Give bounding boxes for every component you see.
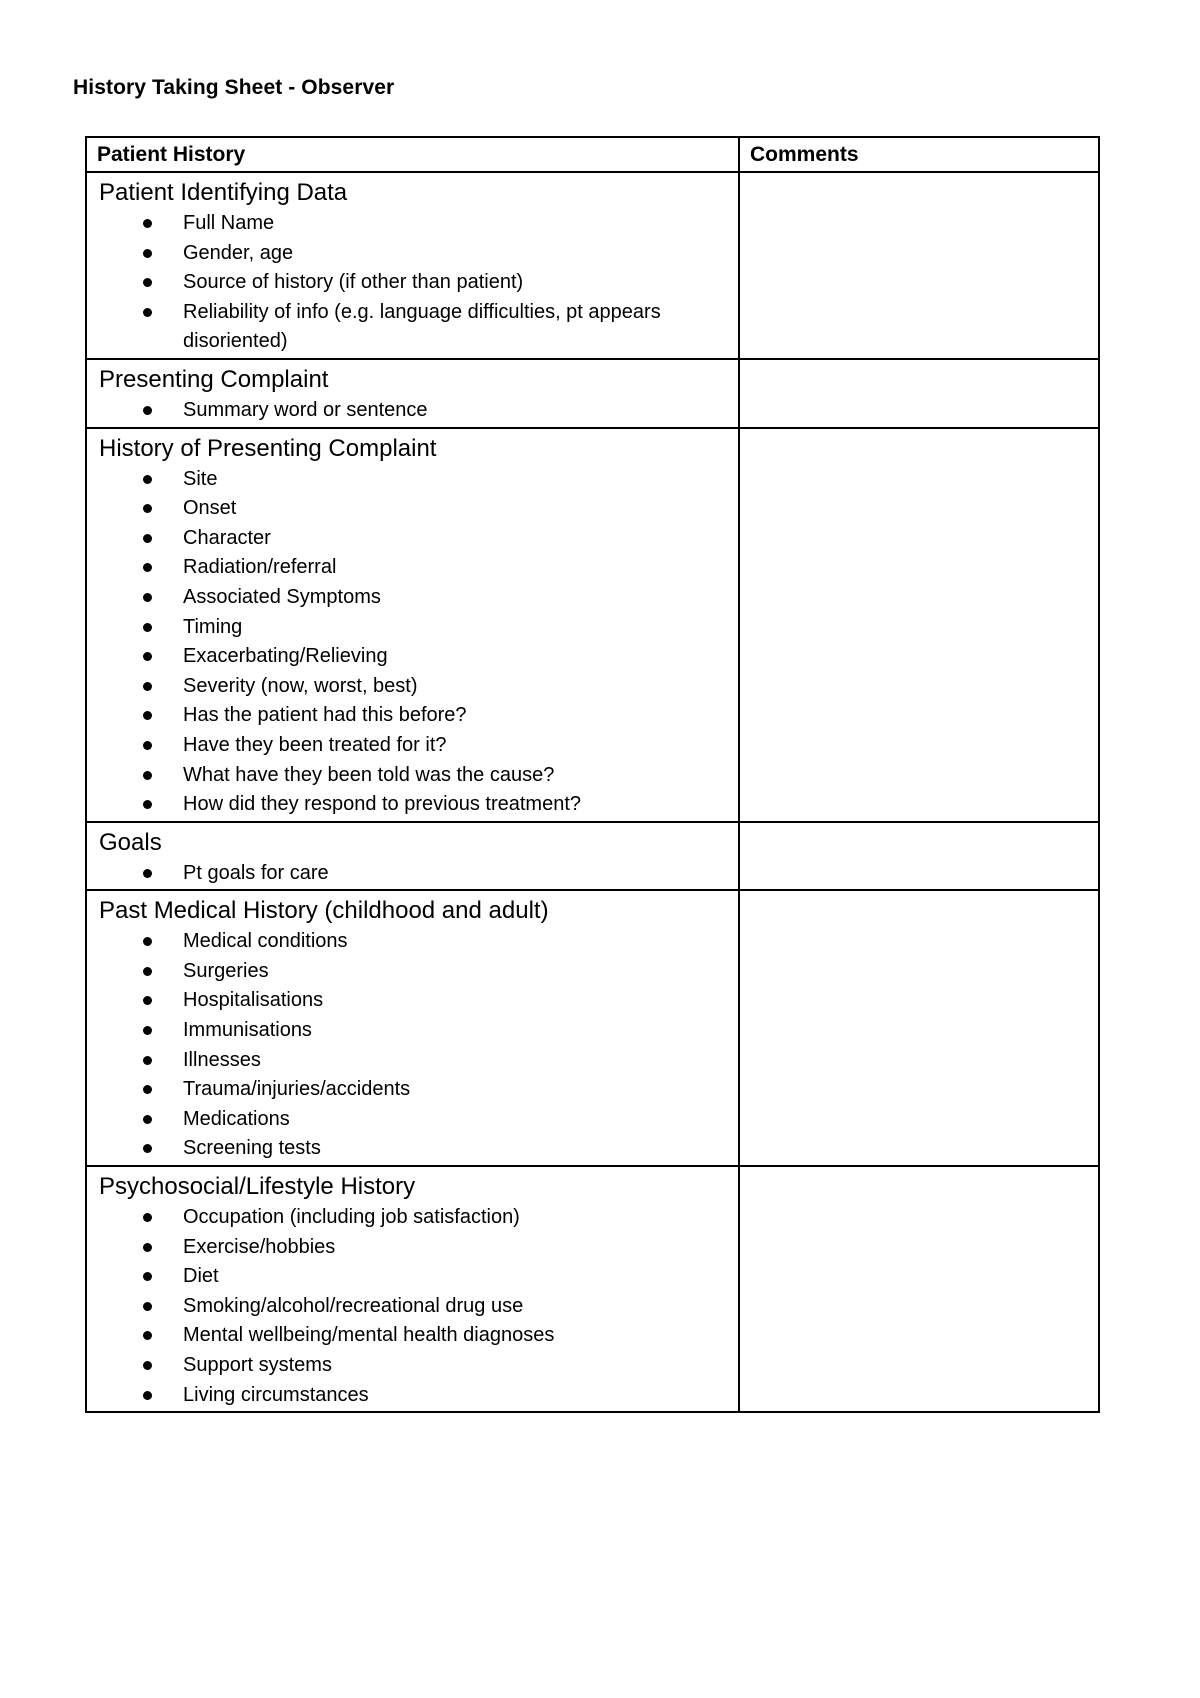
list-item: Severity (now, worst, best) [183, 672, 728, 702]
comments-cell[interactable] [739, 1166, 1099, 1412]
list-item: What have they been told was the cause? [183, 761, 728, 791]
list-item: Associated Symptoms [183, 583, 728, 613]
comments-cell[interactable] [739, 428, 1099, 822]
list-item: Support systems [183, 1351, 728, 1381]
list-item: Site [183, 465, 728, 495]
list-item: Has the patient had this before? [183, 701, 728, 731]
list-item: Screening tests [183, 1134, 728, 1164]
section-heading: History of Presenting Complaint [99, 434, 437, 462]
table-row [86, 359, 1099, 428]
list-item: Living circumstances [183, 1381, 728, 1411]
history-section-cell [86, 890, 739, 1166]
list-item: Full Name [183, 209, 728, 239]
list-item: Smoking/alcohol/recreational drug use [183, 1292, 728, 1322]
section-item-list [99, 859, 728, 889]
history-section-cell [86, 359, 739, 428]
comments-cell[interactable] [739, 172, 1099, 359]
section-heading: Goals [99, 828, 162, 856]
list-item: Surgeries [183, 957, 728, 987]
comments-header: Comments [739, 137, 1099, 172]
section-item-list [99, 396, 728, 426]
table-row [86, 822, 1099, 891]
list-item: Exercise/hobbies [183, 1233, 728, 1263]
list-item: Illnesses [183, 1046, 728, 1076]
table-body [86, 172, 1099, 1412]
list-item: Radiation/referral [183, 553, 728, 583]
list-item: Mental wellbeing/mental health diagnoses [183, 1321, 728, 1351]
section-item-list [99, 465, 728, 820]
list-item: Summary word or sentence [183, 396, 728, 426]
list-item: Occupation (including job satisfaction) [183, 1203, 728, 1233]
patient-history-header: Patient History [86, 137, 739, 172]
list-item: Diet [183, 1262, 728, 1292]
table-row [86, 1166, 1099, 1412]
list-item: How did they respond to previous treatment? [183, 790, 728, 820]
list-item: Onset [183, 494, 728, 524]
section-heading: Patient Identifying Data [99, 179, 348, 206]
list-item: Immunisations [183, 1016, 728, 1046]
table-row [86, 890, 1099, 1166]
table-row [86, 428, 1099, 822]
table-header-row [86, 137, 1099, 172]
list-item: Trauma/injuries/accidents [183, 1075, 728, 1105]
section-heading: Past Medical History (childhood and adult) [99, 897, 549, 925]
history-section-cell [86, 822, 739, 891]
list-item: Medical conditions [183, 927, 728, 957]
comments-cell[interactable] [739, 890, 1099, 1166]
history-section-cell [86, 428, 739, 822]
table-row [86, 172, 1099, 359]
comments-cell[interactable] [739, 359, 1099, 428]
section-item-list [99, 1203, 728, 1410]
section-heading: Presenting Complaint [99, 365, 329, 393]
section-item-list [99, 927, 728, 1164]
history-table [85, 136, 1100, 1413]
history-section-cell [86, 1166, 739, 1412]
list-item: Hospitalisations [183, 986, 728, 1016]
list-item: Character [183, 524, 728, 554]
list-item: Medications [183, 1105, 728, 1135]
section-heading: Psychosocial/Lifestyle History [99, 1173, 416, 1201]
list-item: Timing [183, 613, 728, 643]
list-item: Have they been treated for it? [183, 731, 728, 761]
list-item: Pt goals for care [183, 859, 728, 889]
list-item: Reliability of info (e.g. language difficulties, pt appears disoriented) [183, 298, 728, 357]
list-item: Exacerbating/Relieving [183, 642, 728, 672]
history-section-cell [86, 172, 739, 359]
comments-cell[interactable] [739, 822, 1099, 891]
list-item: Gender, age [183, 239, 728, 269]
list-item: Source of history (if other than patient) [183, 268, 728, 298]
page-title: History Taking Sheet - Observer [73, 76, 395, 99]
section-item-list [99, 209, 728, 357]
